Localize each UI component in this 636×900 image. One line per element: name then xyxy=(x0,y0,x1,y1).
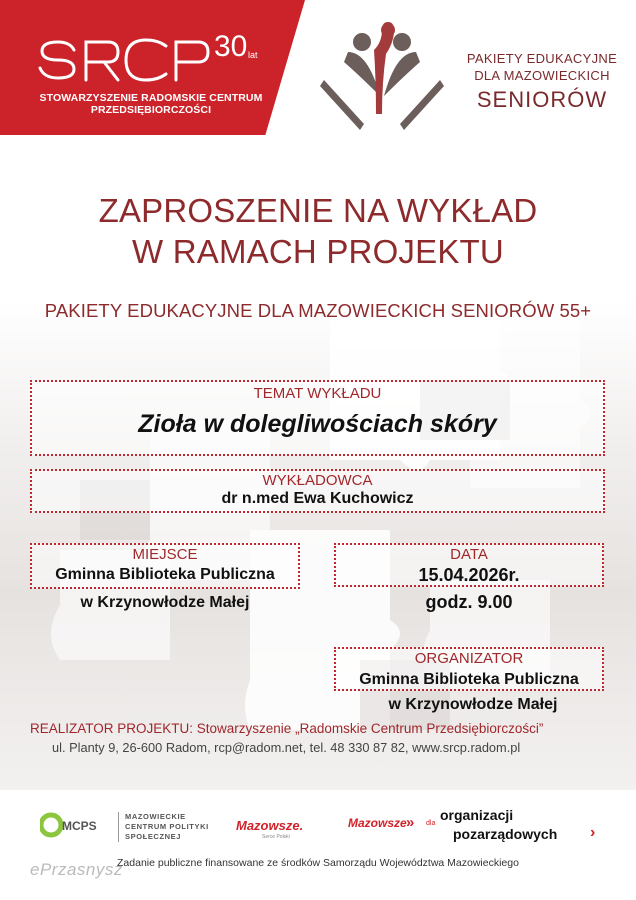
srcp-organization-name xyxy=(36,92,266,116)
lecturer-value: dr n.med Ewa Kuchowicz xyxy=(221,490,414,507)
mcps-name xyxy=(118,812,209,842)
srcp-years: 30 xyxy=(214,30,248,63)
srcp-org-line1: STOWARZYSZENIE RADOMSKIE CENTRUM xyxy=(39,92,263,104)
footer xyxy=(0,790,636,900)
srcp-org-line2: PRZEDSIĘBIORCZOŚCI xyxy=(90,104,212,116)
organizer-box xyxy=(334,647,604,691)
chevrons-icon: » xyxy=(406,814,415,831)
title-line2: W RAMACH PROJEKTU xyxy=(132,233,504,270)
place-line1: Gminna Biblioteka Publiczna xyxy=(55,566,275,583)
srcp-logo xyxy=(36,28,276,86)
project-subtitle: PAKIETY EDUKACYJNE DLA MAZOWIECKICH SENIORÓW 55+ xyxy=(44,300,592,321)
project-logo-line2: DLA MAZOWIECKICH xyxy=(474,68,610,83)
mazowsze-ngo-logo: Mazowsze xyxy=(348,816,407,830)
seniors-book-people-logo xyxy=(318,22,446,134)
title-line1: ZAPROSZENIE NA WYKŁAD xyxy=(98,192,538,229)
date-time: godz. 9.00 xyxy=(425,592,513,612)
topic-label: TEMAT WYKŁADU xyxy=(253,385,382,402)
ngo-line2: pozarządowych xyxy=(453,826,558,842)
lecturer-label: WYKŁADOWCA xyxy=(262,472,373,489)
organizer-label: ORGANIZATOR xyxy=(414,650,524,667)
topic-value: Zioła w dolegliwościach skóry xyxy=(138,410,497,438)
project-realizator: REALIZATOR PROJEKTU: Stowarzyszenie „Radomskie Centrum Przedsiębiorczości” xyxy=(30,721,544,736)
date-value: 15.04.2026r. xyxy=(418,565,520,585)
date-label: DATA xyxy=(450,546,488,563)
place-box xyxy=(30,543,300,589)
mcps-line1: MAZOWIECKIE xyxy=(125,812,186,821)
lecturer-box xyxy=(30,469,605,513)
mazowsze-logo: Mazowsze. xyxy=(236,818,304,833)
mazowsze-tagline: Serce Polski xyxy=(262,834,290,840)
mcps-acronym: MCPS xyxy=(62,819,97,833)
project-logo-line1: PAKIETY EDUKACYJNE xyxy=(466,51,618,66)
organizer-line1: Gminna Biblioteka Publiczna xyxy=(359,671,579,688)
ngo-line1: organizacji xyxy=(440,807,514,823)
project-logo-text xyxy=(452,50,632,114)
place-label: MIEJSCE xyxy=(132,546,198,563)
ngo-chevron-icon: › xyxy=(590,824,596,841)
srcp-years-label: lat xyxy=(248,50,258,60)
invitation-title xyxy=(0,190,636,272)
mcps-logo xyxy=(40,810,104,840)
topic-box xyxy=(30,380,605,456)
organizer-line2: w Krzynowłodze Małej xyxy=(388,696,558,713)
mcps-line3: SPOŁECZNEJ xyxy=(125,832,182,841)
project-logo-line3: SENIORÓW xyxy=(476,87,608,112)
date-box xyxy=(334,543,604,587)
contact-address: ul. Planty 9, 26-600 Radom, rcp@radom.net, tel. 48 330 87 82, www.srcp.radom.pl xyxy=(52,740,521,755)
financing-note: Zadanie publiczne finansowane ze środków Samorządu Województwa Mazowieckiego xyxy=(117,857,519,869)
ngo-dla: dla xyxy=(426,820,436,827)
mcps-line2: CENTRUM POLITYKI xyxy=(125,822,209,831)
place-line2: w Krzynowłodze Małej xyxy=(80,594,250,611)
eprzasnysz-watermark: ePrzasnysz xyxy=(30,860,123,879)
